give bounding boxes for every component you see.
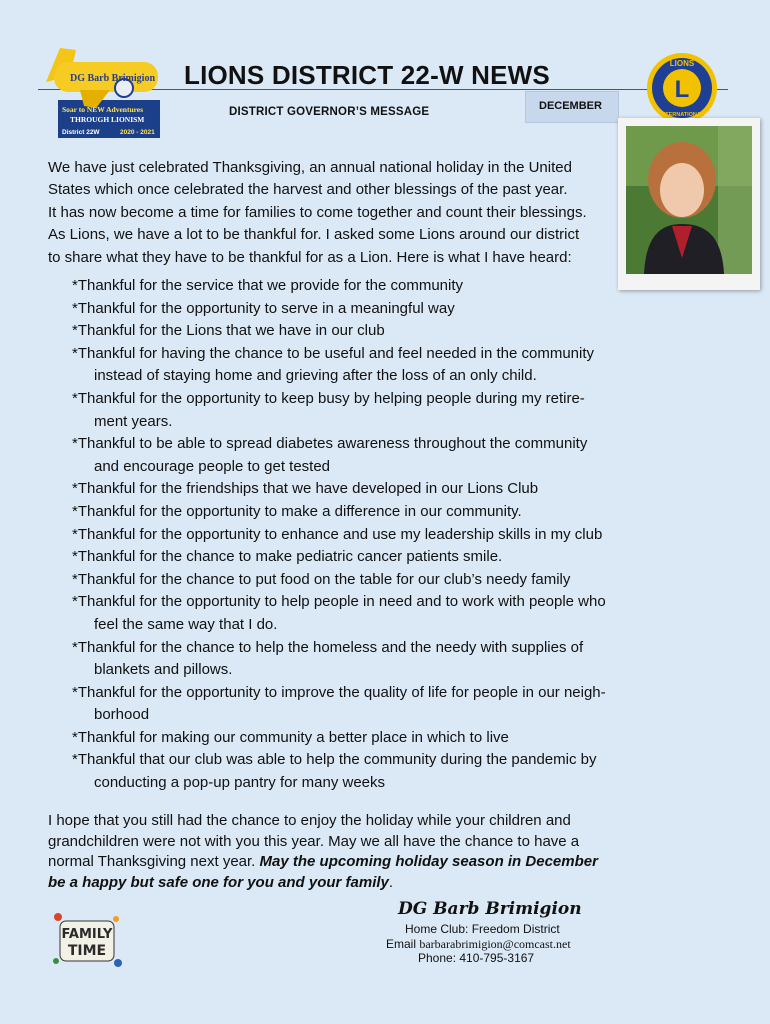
closing-emphasis: be a happy but safe one for you and your family — [48, 873, 389, 891]
list-item-text: *Thankful for having the chance to be useful and feel needed in the community — [72, 344, 595, 362]
section-subtitle: DISTRICT GOVERNOR’S MESSAGE — [229, 106, 430, 118]
closing-text: normal Thanksgiving next year. — [48, 853, 260, 871]
closing-line: I hope that you still had the chance to enjoy the holiday while your children and — [48, 812, 571, 829]
closing-paragraph — [48, 811, 688, 893]
list-item-text: *Thankful for the chance to help the homeless and the needy with supplies of — [72, 638, 584, 656]
thankful-list — [72, 275, 672, 795]
signature-club: Home Club: Freedom District — [405, 922, 560, 936]
list-item — [72, 591, 672, 636]
list-item-text: *Thankful for the opportunity to make a difference in our community. — [72, 502, 522, 520]
logo-line3: THROUGH LIONISM — [70, 115, 145, 124]
intro-line: As Lions, we have a lot to be thankful for. I asked some Lions around our district — [48, 226, 580, 244]
list-item-continuation: and encourage people to get tested — [94, 457, 331, 475]
list-item — [72, 569, 672, 592]
list-item — [72, 433, 672, 478]
family-time-logo — [48, 907, 126, 973]
lions-international-logo — [646, 52, 718, 124]
closing-period: . — [388, 873, 394, 891]
logo-line1: DG Barb Brimigion — [70, 73, 156, 84]
list-item — [72, 682, 672, 727]
newsletter-title: LIONS DISTRICT 22-W NEWS — [184, 60, 550, 90]
intro-line: States which once celebrated the harvest and other blessings of the past year. — [48, 181, 568, 199]
list-item — [72, 501, 672, 524]
list-item — [72, 546, 672, 569]
dg-theme-logo — [40, 42, 164, 140]
list-item-text: *Thankful for the opportunity to serve in a meaningful way — [72, 299, 455, 317]
logo-line5: 2020 - 2021 — [120, 129, 155, 136]
email-label: Email — [386, 937, 420, 951]
closing-line — [48, 873, 688, 894]
intro-line: It has now become a time for families to come together and count their blessings. — [48, 203, 587, 221]
lions-logo-top: LIONS — [669, 59, 695, 68]
month-label: DECEMBER — [539, 100, 602, 112]
list-item-continuation: instead of staying home and grieving after the loss of an only child. — [94, 367, 537, 385]
list-item — [72, 298, 672, 321]
list-item — [72, 524, 672, 547]
list-item-text: *Thankful for the chance to make pediatric cancer patients smile. — [72, 548, 503, 566]
list-item — [72, 749, 672, 794]
list-item-continuation: ment years. — [94, 412, 173, 430]
family-logo-line1: FAMILY — [61, 927, 113, 942]
list-item — [72, 478, 672, 501]
lions-logo-letter: L — [674, 76, 690, 103]
logo-line4: District 22W — [62, 129, 100, 136]
closing-emphasis: May the upcoming holiday season in December — [259, 853, 598, 871]
governor-photo — [618, 118, 760, 290]
list-item-text: *Thankful for the Lions that we have in our club — [72, 322, 385, 340]
list-item-continuation: feel the same way that I do. — [94, 615, 278, 633]
intro-paragraph — [48, 157, 638, 269]
signature-phone: Phone: 410-795-3167 — [418, 951, 535, 965]
closing-line: grandchildren were not with you this year. May we all have the chance to have a — [48, 832, 580, 850]
family-logo-line2: TIME — [67, 943, 107, 959]
list-item-continuation: conducting a pop-up pantry for many weeks — [94, 774, 385, 792]
list-item — [72, 637, 672, 682]
list-item-continuation: blankets and pillows. — [94, 661, 233, 679]
list-item-text: *Thankful for the opportunity to help people in need and to work with people who — [72, 593, 606, 611]
list-item-text: *Thankful for the friendships that we have developed in our Lions Club — [72, 480, 539, 498]
list-item-text: *Thankful for the opportunity to enhance and use my leadership skills in my club — [72, 525, 603, 543]
list-item-text: *Thankful for the opportunity to improve the quality of life for people in our neigh- — [72, 683, 606, 701]
list-item — [72, 320, 672, 343]
email-address[interactable]: barbarabrimigion@comcast.net — [419, 937, 571, 951]
intro-line: We have just celebrated Thanksgiving, an annual national holiday in the United — [48, 159, 572, 176]
list-item-text: *Thankful for the opportunity to keep busy by helping people during my retire- — [72, 389, 585, 407]
list-item-text: *Thankful for the chance to put food on the table for our club’s needy family — [72, 570, 571, 588]
closing-line — [48, 852, 688, 873]
list-item-text: *Thankful for the service that we provide for the community — [72, 277, 464, 294]
list-item — [72, 388, 672, 433]
list-item-text: *Thankful for making our community a better place in which to live — [72, 728, 509, 746]
list-item-continuation: borhood — [94, 706, 150, 724]
list-item — [72, 275, 672, 298]
signature-name: DG Barb Brimigion — [398, 899, 582, 919]
airplane-logo-image — [40, 42, 164, 140]
signature-email — [386, 937, 571, 952]
intro-line: to share what they have to be thankful for as a Lion. Here is what I have heard: — [48, 248, 572, 266]
lions-logo-bottom: INTERNATIONAL — [659, 112, 705, 118]
logo-line2: Soar to NEW Adventures — [62, 105, 144, 114]
list-item — [72, 727, 672, 750]
list-item-text: *Thankful to be able to spread diabetes awareness throughout the community — [72, 435, 588, 453]
list-item-text: *Thankful that our club was able to help the community during the pandemic by — [72, 751, 597, 769]
list-item — [72, 343, 672, 388]
